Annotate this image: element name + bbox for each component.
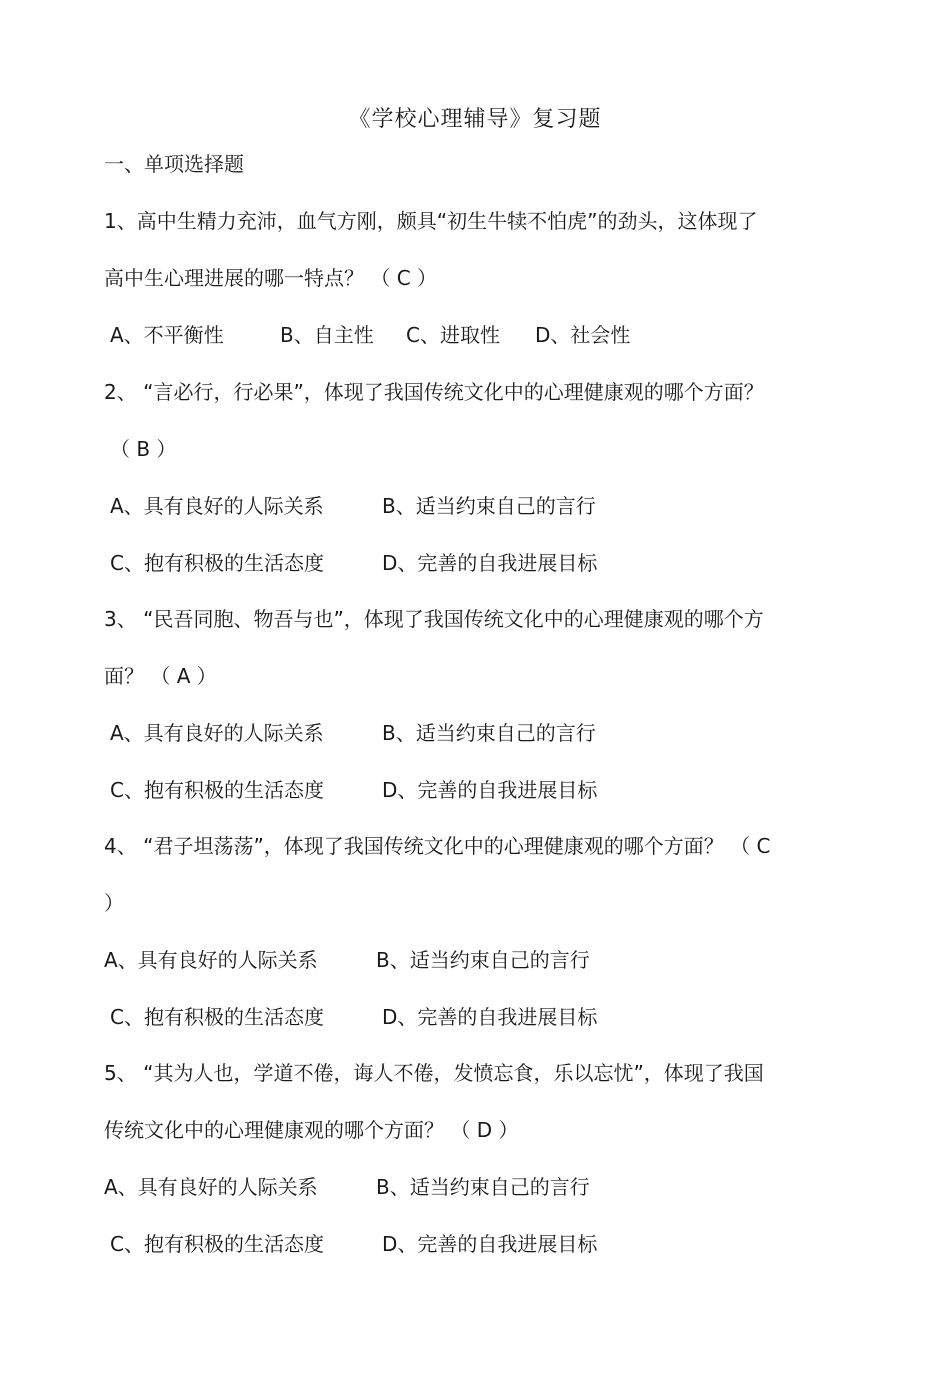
question-3-option-b: B、适当约束自己的言行 [382,721,596,745]
question-2-line-1: 2、 “言必行，行必果”，体现了我国传统文化中的心理健康观的哪个方面？ [104,380,764,404]
question-3-line-1: 3、 “民吾同胞、物吾与也”，体现了我国传统文化中的心理健康观的哪个方 [104,607,764,631]
question-5-option-c: C、抱有积极的生活态度 [110,1232,324,1256]
question-5-option-a: A、具有良好的人际关系 [104,1175,318,1199]
question-5-option-b: B、适当约束自己的言行 [376,1175,590,1199]
question-1-option-c: C、进取性 [406,323,500,347]
question-1-line-2: 高中生心理进展的哪一特点？ （ C ） [104,266,438,290]
question-2-option-a: A、具有良好的人际关系 [110,494,324,518]
question-4-option-d: D、完善的自我进展目标 [382,1005,598,1029]
question-5-option-d: D、完善的自我进展目标 [382,1232,598,1256]
question-1-option-d: D、社会性 [535,323,631,347]
question-3-line-2: 面？ （ A ） [104,664,217,688]
question-3-option-c: C、抱有积极的生活态度 [110,778,324,802]
question-4-line-2: ） [104,891,124,915]
question-1-line-1: 1、高中生精力充沛，血气方刚，颇具“初生牛犊不怕虎”的劲头，这体现了 [104,209,758,233]
question-2-line-2: （ B ） [110,437,177,461]
section-heading: 一、单项选择题 [104,152,244,176]
document-title: 《学校心理辅导》复习题 [348,107,602,132]
question-1-option-b: B、自主性 [280,323,374,347]
question-4-option-c: C、抱有积极的生活态度 [110,1005,324,1029]
question-4-option-a: A、具有良好的人际关系 [104,948,318,972]
question-5-line-1: 5、 “其为人也，学道不倦，诲人不倦，发愤忘食，乐以忘忧”，体现了我国 [104,1061,764,1085]
question-4-option-b: B、适当约束自己的言行 [376,948,590,972]
question-4-line-1: 4、 “君子坦荡荡”，体现了我国传统文化中的心理健康观的哪个方面？ （ C [104,834,771,858]
question-2-option-d: D、完善的自我进展目标 [382,551,598,575]
question-2-option-c: C、抱有积极的生活态度 [110,551,324,575]
question-5-line-2: 传统文化中的心理健康观的哪个方面？ （ D ） [104,1118,519,1142]
question-1-option-a: A、不平衡性 [110,323,224,347]
question-3-option-d: D、完善的自我进展目标 [382,778,598,802]
question-3-option-a: A、具有良好的人际关系 [110,721,324,745]
question-2-option-b: B、适当约束自己的言行 [382,494,596,518]
